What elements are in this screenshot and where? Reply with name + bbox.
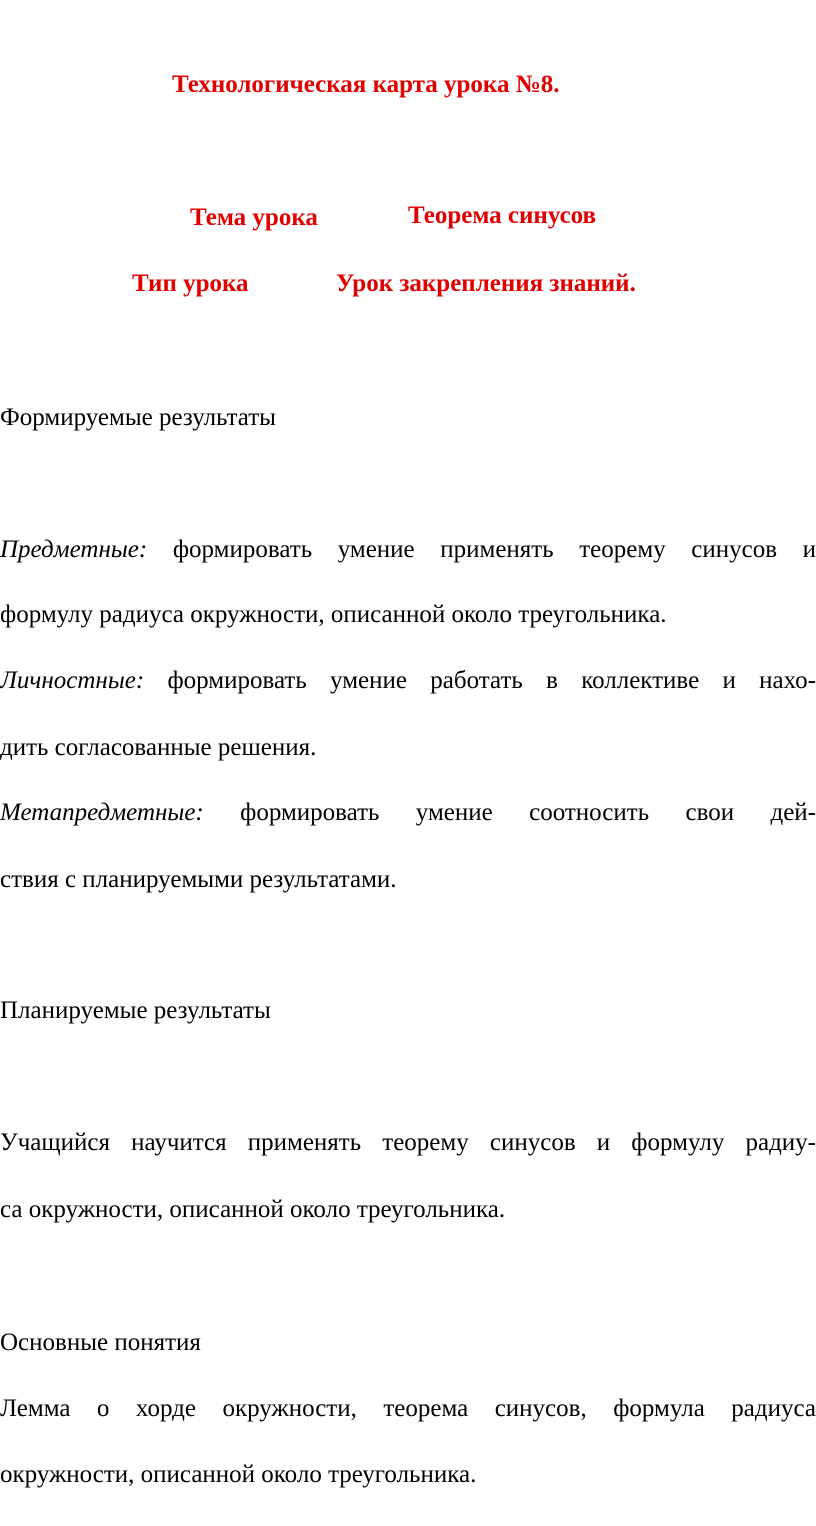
planned-results-text-1: Учащийся научится применять теорему синусов и формулу радиу- (0, 1129, 816, 1156)
topic-value: Теорема синусов (408, 202, 597, 229)
planned-results-text-2: са окружности, описанной около треугольника. (0, 1196, 506, 1223)
subject-results-label: Предметные: (0, 536, 148, 563)
personal-results-text-2: дить согласованные решения. (0, 734, 317, 761)
meta-results-text-2: ствия с планируемыми результатами. (0, 866, 397, 893)
meta-results-line-1 (0, 800, 816, 825)
personal-results-label: Личностные: (0, 667, 145, 694)
topic-label: Тема урока (190, 204, 318, 231)
planned-results-heading: Планируемые результаты (0, 997, 271, 1024)
personal-results-line-1 (0, 668, 816, 693)
personal-results-text-1: формировать умение работать в коллективе и нахо- (167, 667, 816, 694)
key-concepts-text-1: Лемма о хорде окружности, теорема синусов, формула радиуса (0, 1395, 816, 1422)
lesson-type-label: Тип урока (132, 270, 249, 297)
formed-results-heading: Формируемые результаты (0, 404, 276, 431)
lesson-type-value: Урок закрепления знаний. (336, 270, 636, 297)
key-concepts-text-2: окружности, описанной около треугольника. (0, 1461, 477, 1488)
meta-results-label: Метапредметные: (0, 799, 204, 826)
subject-results-text-1: формировать умение применять теорему синусов и (172, 536, 816, 563)
page-title: Технологическая карта урока №8. (172, 71, 560, 98)
key-concepts-heading: Основные понятия (0, 1329, 201, 1356)
subject-results-text-2: формулу радиуса окружности, описанной около треугольника. (0, 601, 667, 628)
subject-results-line-1 (0, 537, 816, 562)
meta-results-text-1: формировать умение соотносить свои дей- (240, 799, 816, 826)
